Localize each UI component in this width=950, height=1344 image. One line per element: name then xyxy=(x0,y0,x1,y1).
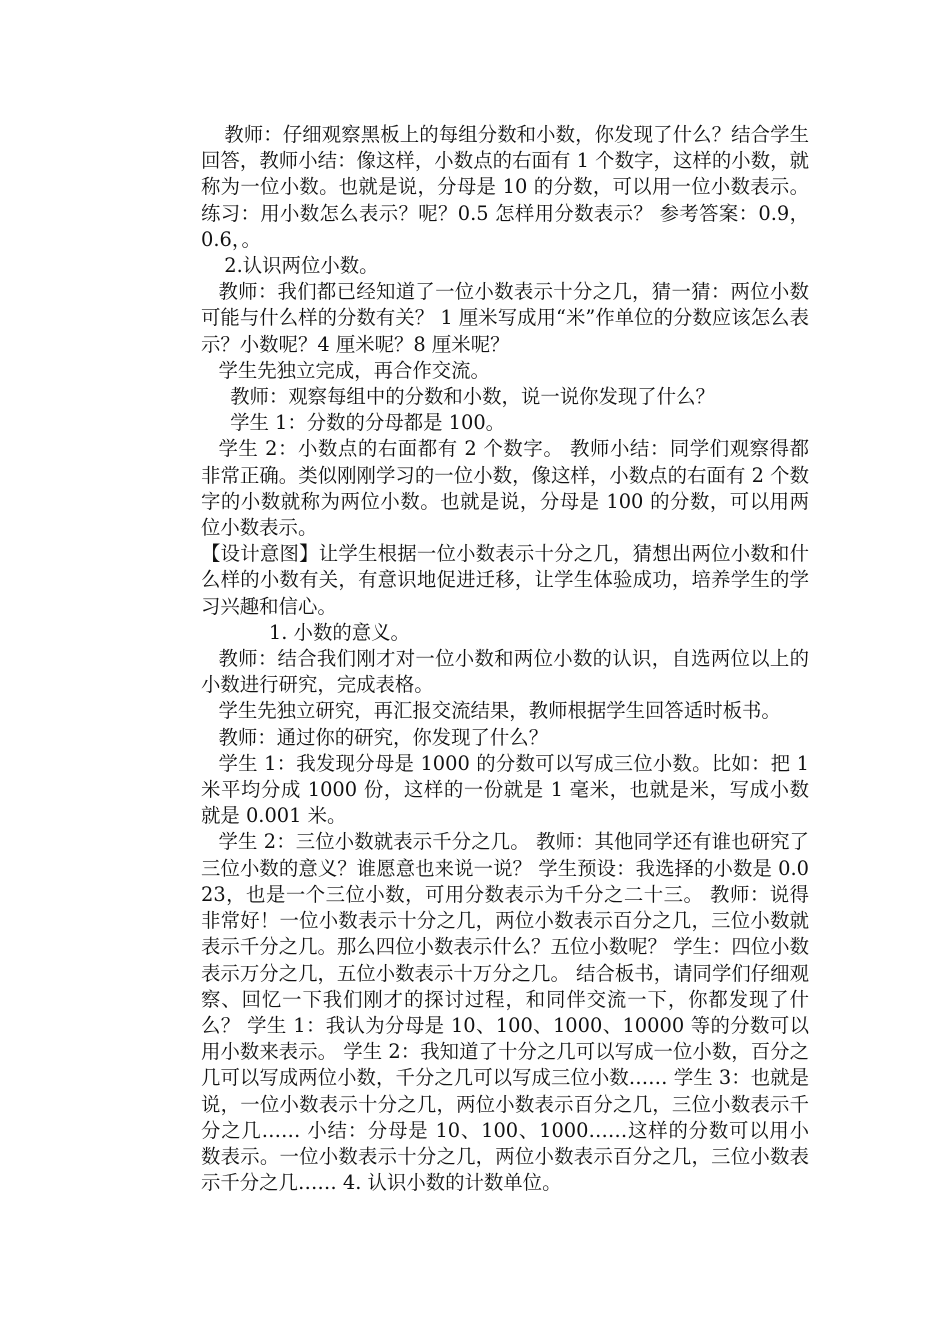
paragraph-student-1-three-decimal: 学生 1：我发现分母是 1000 的分数可以写成三位小数。比如：把 1 米平均分成 1000 份，这样的一份就是 1 毫米，也就是米，写成小数就是 0.001 米。 xyxy=(201,751,809,828)
paragraph-student-2-and-summary: 学生 2：小数点的右面都有 2 个数字。 教师小结：同学们观察得都非常正确。类似刚刚学习的一位小数，像这样，小数点的右面有 2 个数字的小数就称为两位小数。也就是说，分母是 100 的分数，可以用两位小数表示。 xyxy=(201,437,809,540)
section-heading-decimal-meaning: 1. 小数的意义。 xyxy=(268,620,410,644)
paragraph-students-work: 学生先独立完成，再合作交流。 xyxy=(218,358,490,382)
paragraph-teacher-summary-one-decimal: 教师：仔细观察黑板上的每组分数和小数，你发现了什么？结合学生回答，教师小结：像这样，小数点的右面有 1 个数字，这样的小数，就称为一位小数。也就是说，分母是 10 的分数，可以用一位小数表示。 练习：用小数怎么表示？呢？0.5 怎样用分数表示？ 参考答案：0.9，0.6，。 xyxy=(201,123,809,251)
document-page xyxy=(201,122,809,1196)
paragraph-teacher-discovery-question: 教师：通过你的研究，你发现了什么？ xyxy=(218,725,549,749)
paragraph-design-intent: 【设计意图】让学生根据一位小数表示十分之几，猜想出两位小数和什么样的小数有关，有意识地促进迁移，让学生体验成功，培养学生的学习兴趣和信心。 xyxy=(201,542,809,618)
paragraph-discussion-and-summary: 学生 2：三位小数就表示千分之几。 教师：其他同学还有谁也研究了三位小数的意义？谁愿意也来说一说？ 学生预设：我选择的小数是 0.023，也是一个三位小数，可用分数表示为千分之二十三。 教师：说得非常好！一位小数表示十分之几，两位小数表示百分之几，三位小数就表示千分之几。那么四位小数表示什么？五位小数呢？ 学生：四位小数表示万分之几，五位小数表示十万分之几。 结合板书，请同学们仔细观察、回忆一下我们刚才的探讨过程，和同伴交流一下，你都发现了什么？ 学生 1：我认为分母是 10、100、1000、10000 等的分数可以用小数来表示。 学生 2：我知道了十分之几可以写成一位小数，百分之几可以写成两位小数，千分之几可以写成三位小数…… 学生 3：也就是说，一位小数表示十分之几，两位小数表示百分之几，三位小数表示千分之几…… 小结：分母是 10、100、1000……这样的分数可以用小数表示。一位小数表示十分之几，两位小数表示百分之几，三位小数表示千分之几…… 4. 认识小数的计数单位。 xyxy=(201,830,809,1195)
paragraph-teacher-research-task: 教师：结合我们刚才对一位小数和两位小数的认识，自选两位以上的小数进行研究，完成表格。 xyxy=(201,647,809,697)
paragraph-student-1-answer: 学生 1：分数的分母都是 100。 xyxy=(230,411,506,435)
paragraph-students-research: 学生先独立研究，再汇报交流结果，教师根据学生回答适时板书。 xyxy=(218,699,781,723)
paragraph-teacher-question-two-decimal: 教师：我们都已经知道了一位小数表示十分之几，猜一猜：两位小数可能与什么样的分数有关？ 1 厘米写成用“米”作单位的分数应该怎么表示？小数呢？4 厘米呢？8 厘米呢？ xyxy=(201,280,809,356)
paragraph-teacher-observe: 教师：观察每组中的分数和小数，说一说你发现了什么？ xyxy=(230,385,715,409)
section-heading-two-decimal: 2.认识两位小数。 xyxy=(224,254,379,278)
